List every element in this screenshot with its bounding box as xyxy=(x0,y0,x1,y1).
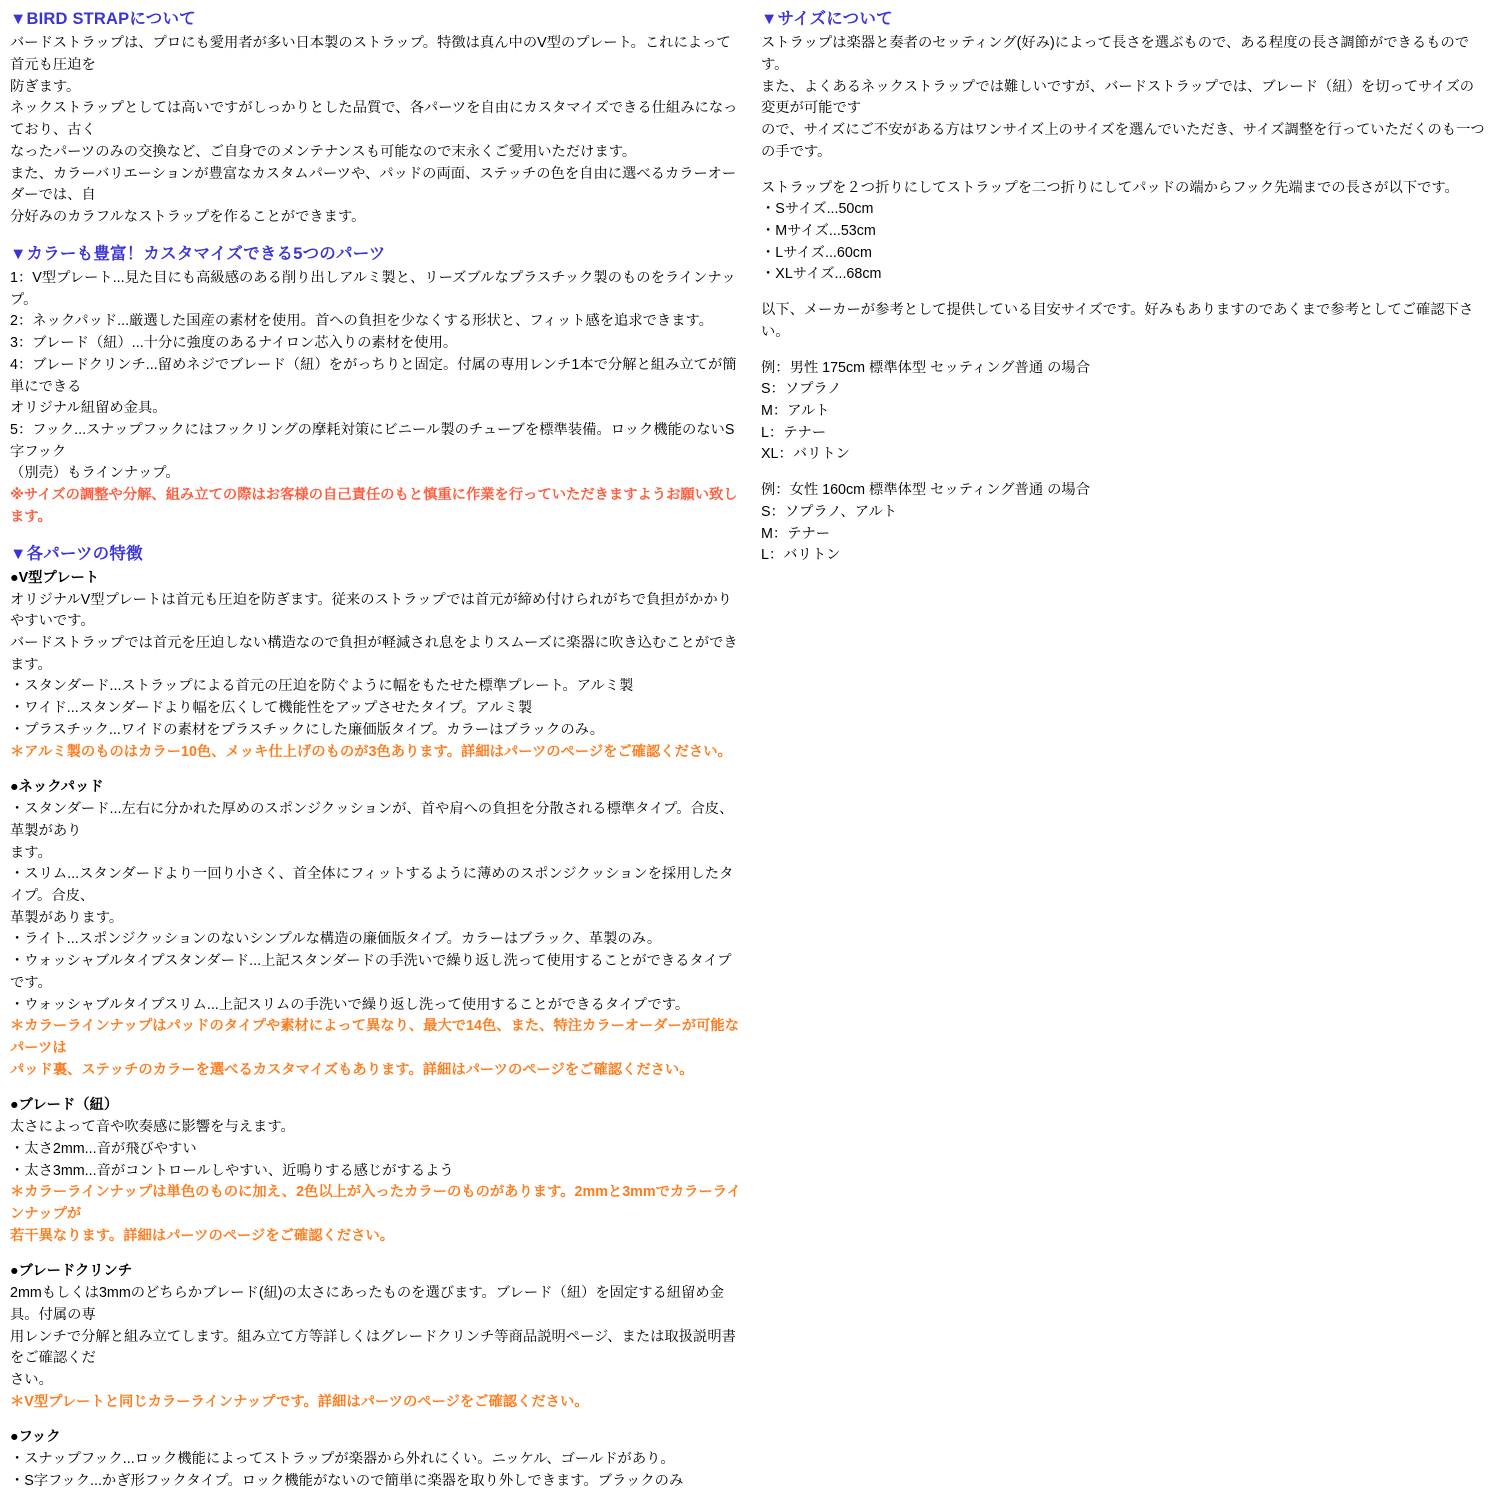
size-reference-note xyxy=(761,300,1488,343)
section-about-bird-strap xyxy=(10,8,741,229)
body-line: ・ウォッシャブルタイプスタンダード...上記スタンダードの手洗いで繰り返し洗って使用することができるタイプです。 xyxy=(10,953,732,991)
part-title: ●ネックパッド xyxy=(10,779,104,796)
color-note: ＊V型プレートと同じカラーラインナップです。詳細はパーツのページをご確認ください。 xyxy=(10,1393,589,1410)
body-line: ・ワイド...スタンダードより幅を広くして機能性をアップさせたタイプ。アルミ製 xyxy=(10,700,533,717)
color-note: ＊カラーラインナップは単色のものに加え、2色以上が入ったカラーのものがあります。2mmと3mmでカラーラインナップが xyxy=(10,1184,741,1223)
part-title: ●V型プレート xyxy=(10,569,100,586)
body-line: ・太さ2mm...音が飛びやすい xyxy=(10,1140,197,1157)
body-line: オリジナル紐留め金具。 xyxy=(10,400,167,417)
body-line: 以下、メーカーが参考として提供している目安サイズです。好みもありますのであくまで参考としてご確認下さい。 xyxy=(760,302,1474,340)
body-line: 1：V型プレート...見た目にも高級感のある削り出しアルミ製と、リーズブルなプラスチック製のものをラインナップ。 xyxy=(10,270,736,308)
body-line: 用レンチで分解と組み立てします。組み立て方等詳しくはグレードクリンチ等商品説明ページ、または取扱説明書をご確認くだ xyxy=(10,1328,736,1367)
body-line: ます。 xyxy=(10,844,52,861)
color-note: 若干異なります。詳細はパーツのページをご確認ください。 xyxy=(10,1227,395,1244)
size-item: ・Mサイズ...53cm xyxy=(760,223,876,240)
spacer xyxy=(761,286,1488,300)
body-line: 防ぎます。 xyxy=(10,78,81,95)
spacer xyxy=(761,344,1488,358)
section-five-parts xyxy=(10,243,741,529)
body-line: ・S字フック...かぎ形フックタイプ。ロック機能がないので簡単に楽器を取り外しできます。ブラックのみ xyxy=(10,1472,684,1489)
size-example-male xyxy=(761,358,1488,467)
body-line: 2：ネックパッド...厳選した国産の素材を使用。首への負担を少なくする形状と、フィット感を追求できます。 xyxy=(10,313,713,330)
color-note: パッド裏、ステッチのカラーを選べるカスタマイズもあります。詳細はパーツのページをご確認ください。 xyxy=(10,1061,694,1078)
example-item: XL：バリトン xyxy=(760,446,850,463)
color-note: ＊カラーラインナップはパッドのタイプや素材によって異なり、最大で14色、また、特注カラーオーダーが可能なパーツは xyxy=(10,1018,740,1056)
section-heading: ▼カラーも豊富！カスタマイズできる5つのパーツ xyxy=(10,244,386,263)
left-column xyxy=(10,8,753,1489)
part-title: ●フック xyxy=(10,1429,61,1446)
color-note: ＊アルミ製のものはカラー10色、メッキ仕上げのものが3色あります。詳細はパーツのページをご確認ください。 xyxy=(10,743,732,760)
body-line: ストラップを２つ折りにしてストラップを二つ折りにしてパッドの端からフック先端までの長さが以下です。 xyxy=(760,179,1459,196)
part-group-hook xyxy=(10,1427,741,1492)
spacer xyxy=(10,1413,741,1427)
body-line: 太さによって音や吹奏感に影響を与えます。 xyxy=(10,1119,295,1136)
example-item: M：アルト xyxy=(760,403,830,420)
size-item: ・XLサイズ...68cm xyxy=(760,266,882,283)
size-intro-group xyxy=(761,33,1488,163)
body-line: 3：ブレード（紐）...十分に強度のあるナイロン芯入りの素材を使用。 xyxy=(10,335,458,352)
body-line: ・プラスチック...ワイドの素材をプラスチックにした廉価版タイプ。カラーはブラックのみ。 xyxy=(10,721,605,738)
part-group-v-plate xyxy=(10,568,741,763)
body-line: さい。 xyxy=(10,1372,53,1389)
section-size-guide xyxy=(761,8,1488,567)
body-line: ネックストラップとしては高いですがしっかりとした品質で、各パーツを自由にカスタマイズできる仕組みになっており、古く xyxy=(10,100,738,139)
body-line: ・スリム...スタンダードより一回り小さく、首全体にフィットするように薄めのスポンジクッションを採用したタイプ。合皮、 xyxy=(10,866,734,904)
body-line: 2mmもしくは3mmのどちらかブレード(紐)の太さにあったものを選びます。ブレード（紐）を固定する紐留め金具。付属の専 xyxy=(10,1285,724,1323)
example-item: M：テナー xyxy=(760,525,831,542)
part-title: ●ブレード（紐） xyxy=(10,1097,119,1114)
body-line: 4：ブレードクリンチ...留めネジでブレード（紐）をがっちりと固定。付属の専用レンチ1本で分解と組み立てが簡単にできる xyxy=(10,356,737,395)
part-title: ●ブレードクリンチ xyxy=(10,1263,133,1280)
body-line: また、カラーバリエーションが豊富なカスタムパーツや、パッドの両面、ステッチの色を自由に選べるカラーオーダーでは、自 xyxy=(10,165,737,204)
example-item: L：テナー xyxy=(760,424,827,441)
example-title: 例：男性 175cm 標準体型 セッティング普通 の場合 xyxy=(760,359,1090,376)
body-line: ・ライト...スポンジクッションのないシンプルな構造の廉価版タイプ。カラーはブラック、革製のみ。 xyxy=(10,931,662,948)
body-line: オリジナルV型プレートは首元も圧迫を防ぎます。従来のストラップでは首元が締め付けられがちで負担がかかりやすいです。 xyxy=(10,591,732,630)
body-line: ・スタンダード...ストラップによる首元の圧迫を防ぐように幅をもたせた標準プレート。アルミ製 xyxy=(10,678,634,695)
size-item: ・Lサイズ...60cm xyxy=(760,244,872,261)
section-parts-features xyxy=(10,543,741,1493)
body-line: ・太さ3mm...音がコントロールしやすい、近鳴りする感じがするよう xyxy=(10,1162,454,1179)
body-line: ・ウォッシャブルタイプスリム...上記スリムの手洗いで繰り返し洗って使用することができるタイプです。 xyxy=(10,996,690,1013)
example-item: L：バリトン xyxy=(760,547,841,564)
body-line: ・スタンダード...左右に分かれた厚めのスポンジクッションが、首や肩への負担を分散される標準タイプ。合皮、革製があり xyxy=(10,801,734,839)
section-heading: ▼BIRD STRAPについて xyxy=(10,10,196,28)
right-column xyxy=(753,8,1488,994)
part-group-braid xyxy=(10,1095,741,1247)
size-length-list xyxy=(761,178,1488,287)
body-line: また、よくあるネックストラップでは難しいですが、バードストラップでは、ブレード（紐）を切ってサイズの変更が可能です xyxy=(760,78,1475,117)
example-item: S：ソプラノ xyxy=(760,381,842,398)
spacer xyxy=(761,466,1488,480)
spacer xyxy=(761,164,1488,178)
body-line: バードストラップでは首元を圧迫しない構造なので負担が軽減され息をよりスムーズに楽器に吹き込むことができます。 xyxy=(10,635,738,673)
size-example-female xyxy=(761,480,1488,567)
section-heading: ▼サイズについて xyxy=(760,10,893,28)
spacer xyxy=(10,763,741,777)
body-line: 5：フック...スナップフックにはフックリングの摩耗対策にビニール製のチューブを標準装備。ロック機能のないS字フック xyxy=(10,422,735,460)
body-line: 分好みのカラフルなストラップを作ることができます。 xyxy=(10,209,366,226)
body-line: 革製があります。 xyxy=(10,909,124,926)
body-line: バードストラップは、プロにも愛用者が多い日本製のストラップ。特徴は真ん中のV型のプレート。これによって首元も圧迫を xyxy=(10,35,731,73)
caution-note: ※サイズの調整や分解、組み立ての際はお客様の自己責任のもと慎重に作業を行っていただきますようお願い致します。 xyxy=(10,487,738,525)
example-title: 例：女性 160cm 標準体型 セッティング普通 の場合 xyxy=(760,482,1090,499)
part-group-braid-clinch xyxy=(10,1261,741,1413)
spacer xyxy=(10,1247,741,1261)
spacer xyxy=(10,1081,741,1095)
body-line: ・スナップフック...ロック機能によってストラップが楽器から外れにくい。ニッケル、ゴールドがあり。 xyxy=(10,1451,675,1468)
body-line: なったパーツのみの交換など、ご自身でのメンテナンスも可能なので末永くご愛用いただけます。 xyxy=(10,143,637,160)
body-line: （別売）もラインナップ。 xyxy=(10,465,180,482)
section-heading: ▼各パーツの特徴 xyxy=(10,544,143,563)
body-line: ので、サイズにご不安がある方はワンサイズ上のサイズを選んでいただき、サイズ調整を行っていただくのも一つの手です。 xyxy=(760,122,1485,160)
part-group-neck-pad xyxy=(10,777,741,1081)
size-item: ・Sサイズ...50cm xyxy=(760,201,874,218)
example-item: S：ソプラノ、アルト xyxy=(760,503,898,520)
body-line: ストラップは楽器と奏者のセッティング(好み)によって長さを選ぶもので、ある程度の長さ調節ができるものです。 xyxy=(760,35,1470,73)
